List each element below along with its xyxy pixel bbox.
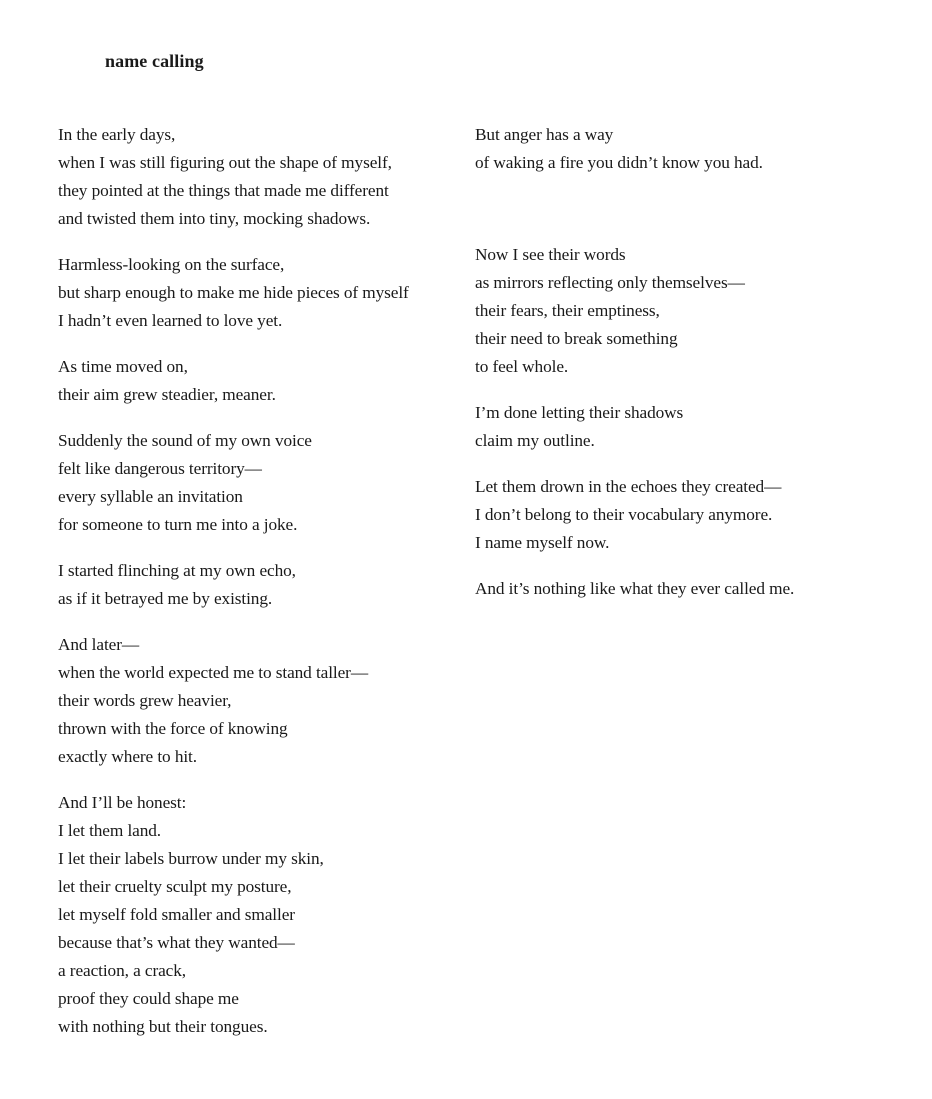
poem-line: their need to break something — [475, 329, 678, 348]
poem-line: of waking a fire you didn’t know you had. — [475, 153, 763, 172]
stanza — [58, 251, 458, 335]
poem-line: Let them drown in the echoes they created— — [475, 477, 782, 496]
stanza — [475, 473, 915, 557]
poem-line: proof they could shape me — [58, 989, 239, 1008]
poem-line: But anger has a way — [475, 125, 614, 144]
stanza — [475, 121, 915, 177]
stanza — [58, 557, 458, 613]
poem-line: for someone to turn me into a joke. — [58, 515, 298, 534]
poem-line: exactly where to hit. — [58, 747, 197, 766]
poem-line: and twisted them into tiny, mocking shadows. — [58, 209, 371, 228]
poem-line: to feel whole. — [475, 357, 569, 376]
poem-line: let myself fold smaller and smaller — [58, 905, 295, 924]
poem-line: a reaction, a crack, — [58, 961, 186, 980]
poem-line: I let their labels burrow under my skin, — [58, 849, 324, 868]
stanza — [58, 121, 458, 233]
stanza — [58, 631, 458, 771]
poem-line: Harmless-looking on the surface, — [58, 255, 285, 274]
stanza — [475, 575, 915, 603]
stanza — [475, 399, 915, 455]
poem-line: every syllable an invitation — [58, 487, 243, 506]
poem-line: their words grew heavier, — [58, 691, 232, 710]
poem-line: Now I see their words — [475, 245, 626, 264]
poem-title: name calling — [105, 51, 204, 71]
poem-column-right — [475, 121, 915, 621]
poem-line: when the world expected me to stand taller— — [58, 663, 369, 682]
poem-column-left — [58, 121, 458, 1059]
poem-line: claim my outline. — [475, 431, 595, 450]
poem-line: as mirrors reflecting only themselves— — [475, 273, 745, 292]
poem-line: I started flinching at my own echo, — [58, 561, 296, 580]
stanza — [475, 241, 915, 381]
poem-line: Suddenly the sound of my own voice — [58, 431, 312, 450]
poem-line: I don’t belong to their vocabulary anymore. — [475, 505, 773, 524]
poem-line: I’m done letting their shadows — [475, 403, 684, 422]
poem-line: they pointed at the things that made me different — [58, 181, 389, 200]
poem-line: because that’s what they wanted— — [58, 933, 295, 952]
poem-line: with nothing but their tongues. — [58, 1017, 268, 1036]
poem-line: I hadn’t even learned to love yet. — [58, 311, 283, 330]
poem-line: thrown with the force of knowing — [58, 719, 288, 738]
poem-line: their aim grew steadier, meaner. — [58, 385, 276, 404]
poem-line: as if it betrayed me by existing. — [58, 589, 273, 608]
poem-line: As time moved on, — [58, 357, 188, 376]
stanza — [58, 353, 458, 409]
poem-line: I let them land. — [58, 821, 162, 840]
stanza — [58, 789, 458, 1041]
poem-line: felt like dangerous territory— — [58, 459, 262, 478]
poem-line: I name myself now. — [475, 533, 610, 552]
stanza — [58, 427, 458, 539]
poem-line: let their cruelty sculpt my posture, — [58, 877, 292, 896]
poem-line: but sharp enough to make me hide pieces of myself — [58, 283, 409, 302]
poem-line: And I’ll be honest: — [58, 793, 187, 812]
poem-line: And it’s nothing like what they ever called me. — [475, 579, 795, 598]
poem-line: And later— — [58, 635, 140, 654]
poem-line: In the early days, — [58, 125, 176, 144]
poem-line: when I was still figuring out the shape of myself, — [58, 153, 392, 172]
poem-line: their fears, their emptiness, — [475, 301, 660, 320]
